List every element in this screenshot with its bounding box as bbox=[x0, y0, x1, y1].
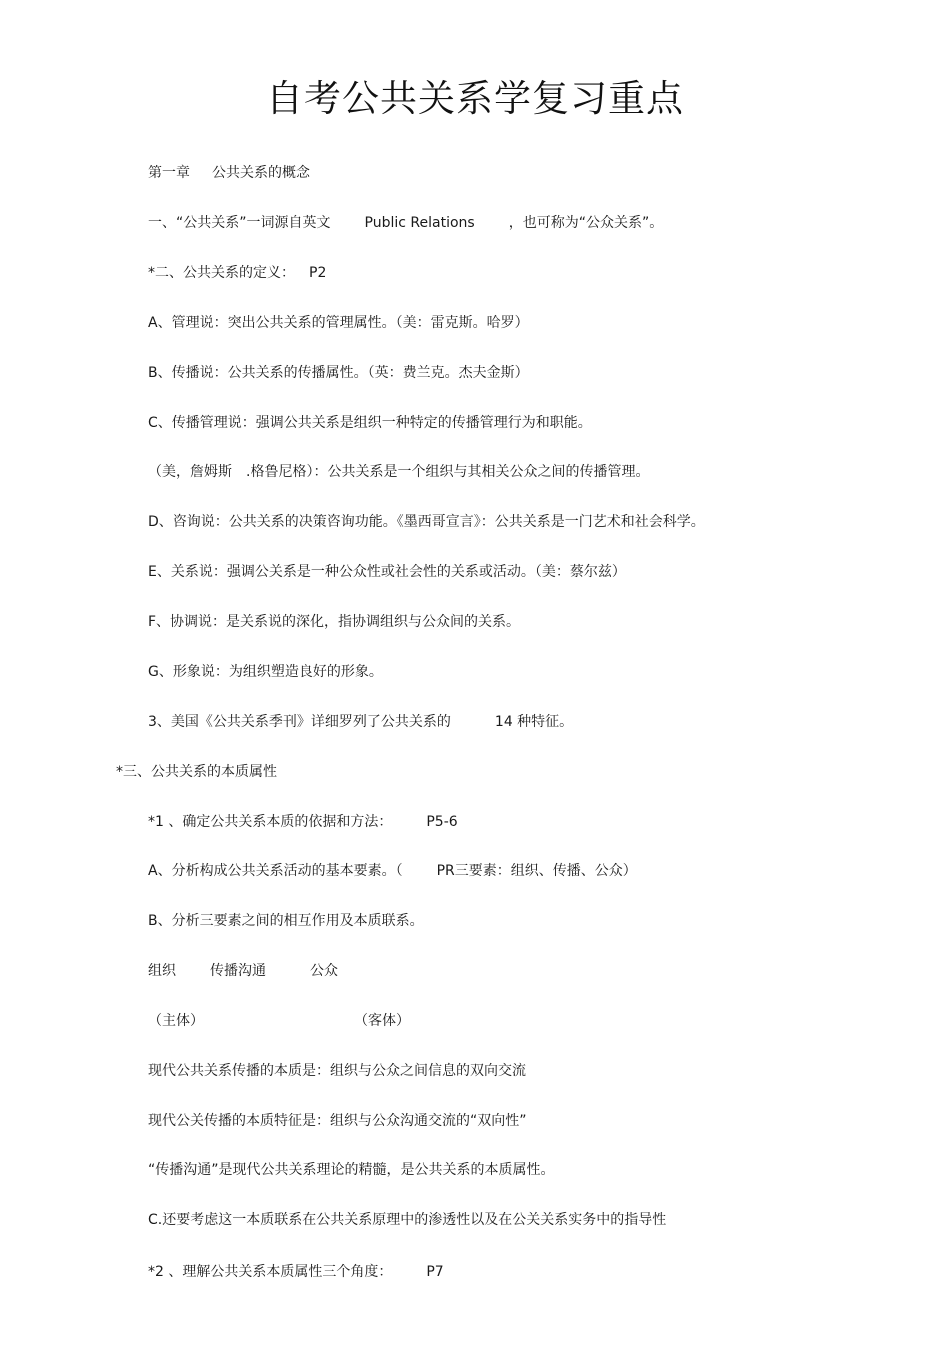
definition-a: A、管理说：突出公共关系的管理属性。（美：雷克斯。哈罗） bbox=[148, 315, 529, 331]
text-segment: 3、美国《公共关系季刊》详细罗列了公共关系的 bbox=[148, 714, 451, 730]
text-segment: PR三要素：组织、传播、公众） bbox=[436, 863, 637, 879]
paragraph-1 bbox=[148, 213, 663, 233]
page-ref: P2 bbox=[309, 265, 327, 281]
definition-c: C、传播管理说：强调公共关系是组织一种特定的传播管理行为和职能。 bbox=[148, 415, 592, 431]
method-b: B、分析三要素之间的相互作用及本质联系。 bbox=[148, 913, 424, 929]
text-segment: *二、公共关系的定义： bbox=[148, 265, 295, 281]
definition-d: D、咨询说：公共关系的决策咨询功能。《墨西哥宣言》：公共关系是一门艺术和社会科学。 bbox=[148, 514, 705, 530]
section-heading-2 bbox=[148, 263, 326, 283]
subsection-1 bbox=[148, 812, 458, 832]
element-communication: 传播沟通 bbox=[210, 963, 266, 979]
text-segment: 14 种特征。 bbox=[494, 714, 574, 730]
chapter-heading bbox=[148, 163, 310, 183]
document-title: 自考公共关系学复习重点 bbox=[266, 77, 684, 120]
subsection-2 bbox=[148, 1262, 444, 1282]
chapter-number: 第一章 bbox=[148, 165, 190, 181]
essence-statement: 现代公共关系传播的本质是：组织与公众之间信息的双向交流 bbox=[148, 1063, 526, 1079]
definition-g: G、形象说：为组织塑造良好的形象。 bbox=[148, 664, 383, 680]
role-object: （客体） bbox=[354, 1013, 410, 1029]
paragraph-3 bbox=[148, 712, 573, 732]
essence-feature: 现代公关传播的本质特征是：组织与公众沟通交流的“双向性” bbox=[148, 1113, 527, 1129]
text-segment: ，也可称为“公众关系”。 bbox=[508, 215, 664, 231]
english-term: Public Relations bbox=[364, 215, 475, 231]
definition-c-note bbox=[148, 462, 649, 482]
text-segment: A、分析构成公共关系活动的基本要素。（ bbox=[148, 863, 403, 879]
method-a bbox=[148, 861, 637, 881]
element-public: 公众 bbox=[310, 963, 338, 979]
definition-e: E、关系说：强调公关系是一种公众性或社会性的关系或活动。（美：蔡尔兹） bbox=[148, 564, 626, 580]
elements-row bbox=[148, 961, 338, 981]
text-segment: *1 、确定公共关系本质的依据和方法： bbox=[148, 814, 393, 830]
roles-row bbox=[148, 1011, 410, 1031]
text-segment: .格鲁尼格）：公共关系是一个组织与其相关公众之间的传播管理。 bbox=[246, 464, 650, 480]
chapter-title: 公共关系的概念 bbox=[212, 165, 310, 181]
text-segment: *2 、理解公共关系本质属性三个角度： bbox=[148, 1264, 393, 1280]
page-ref: P5-6 bbox=[426, 814, 458, 830]
text-segment: （美，詹姆斯 bbox=[148, 464, 232, 480]
page-ref: P7 bbox=[426, 1264, 444, 1280]
text-segment: 一、“公共关系”一词源自英文 bbox=[148, 215, 331, 231]
definition-b: B、传播说：公共关系的传播属性。（英：费兰克。杰夫金斯） bbox=[148, 365, 529, 381]
role-subject: （主体） bbox=[148, 1013, 204, 1029]
section-heading-3: *三、公共关系的本质属性 bbox=[116, 764, 277, 780]
definition-f: F、协调说：是关系说的深化，指协调组织与公众间的关系。 bbox=[148, 614, 521, 630]
essence-core: “传播沟通”是现代公共关系理论的精髓，是公共关系的本质属性。 bbox=[148, 1162, 555, 1178]
element-organization: 组织 bbox=[148, 963, 176, 979]
method-c: C.还要考虑这一本质联系在公共关系原理中的渗透性以及在公关关系实务中的指导性 bbox=[148, 1212, 667, 1228]
